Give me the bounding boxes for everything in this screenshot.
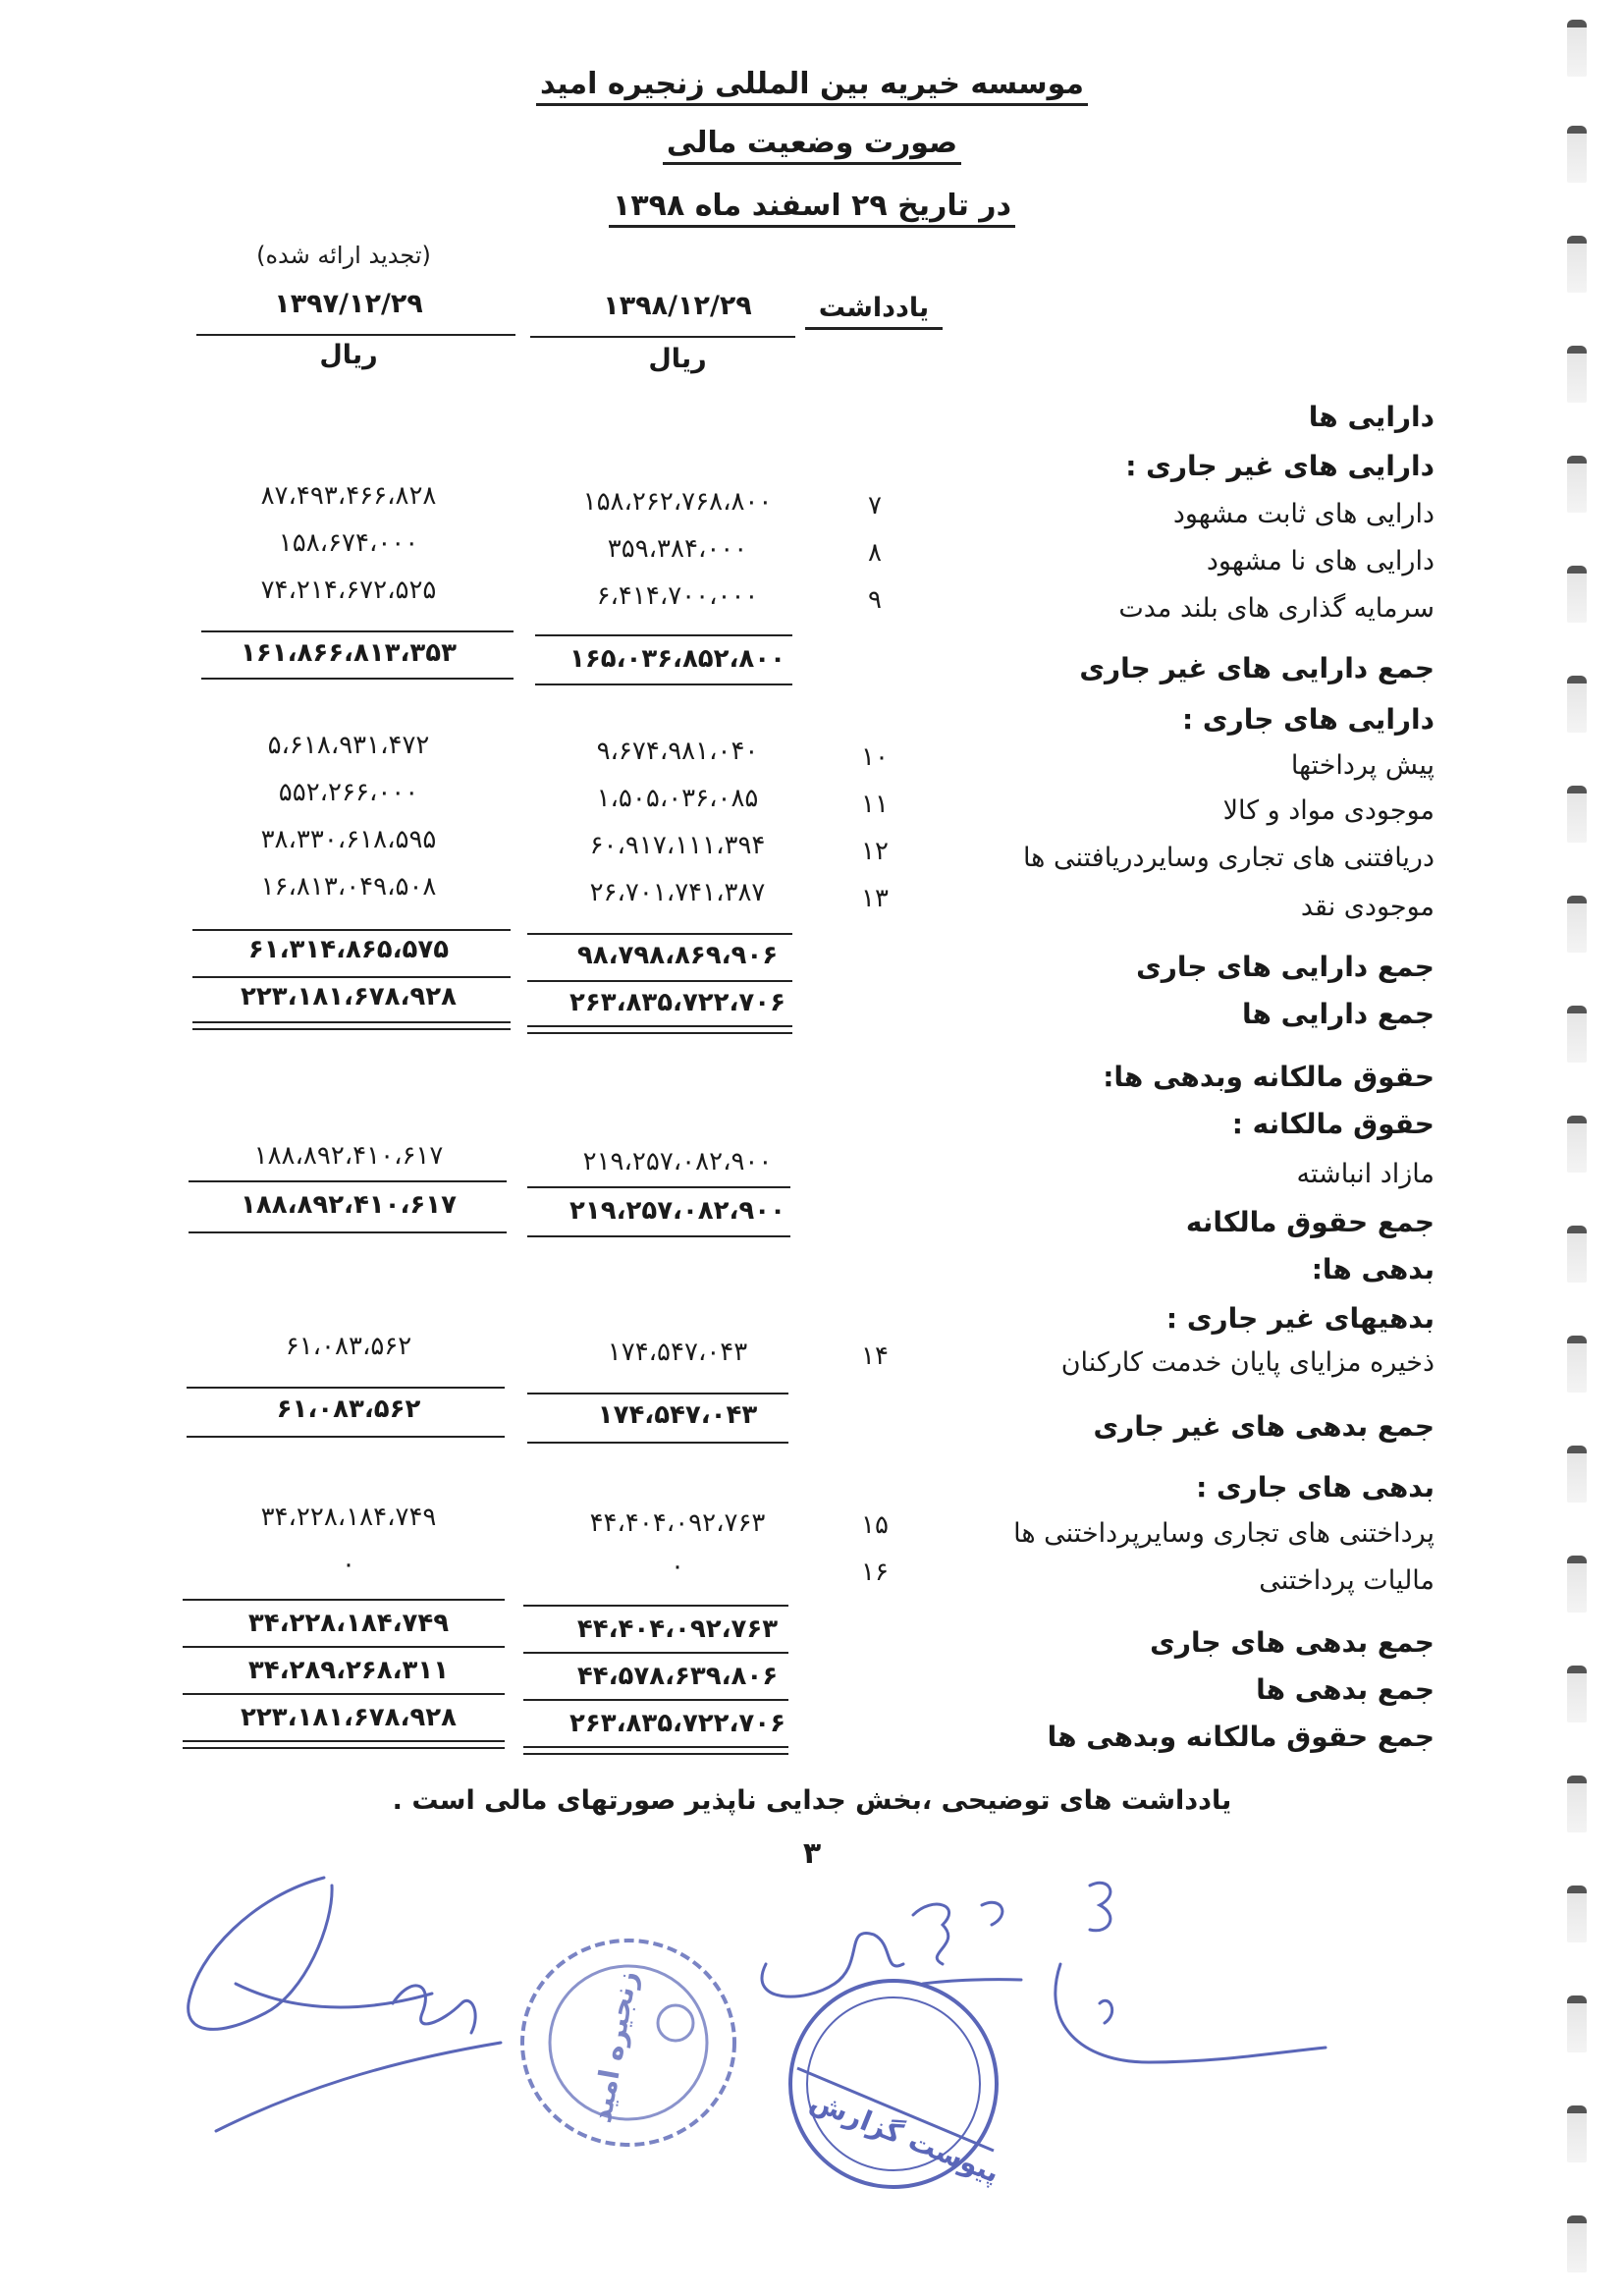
value-prior: ۱۵۸،۶۷۴،۰۰۰ (278, 528, 419, 558)
total-rule (192, 976, 511, 978)
grand-total-rule (183, 1740, 505, 1749)
note-ref: ۱۴ (861, 1341, 889, 1371)
note-ref: ۱۶ (861, 1558, 889, 1587)
row-label-total-equity: جمع حقوق مالکانه (1185, 1206, 1435, 1238)
row-label-tax-payable: مالیات پرداختنی (1259, 1565, 1435, 1596)
total-current: ۲۶۳،۸۳۵،۷۲۲،۷۰۶ (568, 1709, 786, 1738)
subsection-current-assets: دارایی های جاری : (1181, 703, 1435, 736)
note-ref: ۱۲ (861, 837, 889, 866)
section-equity-liabilities: حقوق مالکانه وبدهی ها: (1103, 1061, 1435, 1093)
current-date-header: ۱۳۹۸/۱۲/۲۹ (603, 291, 752, 321)
subsection-liabilities: بدهی ها: (1311, 1253, 1435, 1285)
total-prior: ۲۲۳،۱۸۱،۶۷۸،۹۲۸ (240, 982, 458, 1011)
total-current: ۱۶۵،۰۳۶،۸۵۲،۸۰۰ (568, 644, 786, 674)
signature-right (1021, 1866, 1335, 2092)
prior-restated-note: (تجدید ارائه شده) (256, 242, 431, 269)
value-current: ۲۱۹،۲۵۷،۰۸۲،۹۰۰ (582, 1147, 773, 1176)
prior-date-header: ۱۳۹۷/۱۲/۲۹ (274, 289, 423, 319)
note-ref: ۱۰ (861, 742, 889, 772)
total-current: ۲۱۹،۲۵۷،۰۸۲،۹۰۰ (568, 1196, 786, 1226)
row-label-total-current-liabilities: جمع بدهی های جاری (1150, 1626, 1435, 1659)
row-label-end-of-service-provision: ذخیره مزایای پایان خدمت کارکنان (1060, 1347, 1435, 1378)
value-prior: ۰ (342, 1550, 355, 1579)
total-prior: ۲۲۳،۱۸۱،۶۷۸،۹۲۸ (240, 1703, 458, 1732)
row-label-total-noncurrent-liabilities: جمع بدهی های غیر جاری (1093, 1410, 1435, 1443)
prior-header-rule (196, 334, 515, 336)
left-stamp-text: زنجیره امید (584, 1968, 644, 2126)
value-current: ۰ (671, 1552, 684, 1581)
note-column-header: یادداشت (805, 293, 943, 330)
total-current: ۴۴،۴۰۴،۰۹۲،۷۶۳ (576, 1614, 779, 1644)
total-rule (183, 1646, 505, 1648)
stamp-seal-left-icon (511, 1930, 746, 2156)
total-prior: ۱۶۱،۸۶۶،۸۱۳،۳۵۳ (240, 638, 458, 668)
page-number: ۳ (802, 1836, 822, 1871)
value-current: ۲۶،۷۰۱،۷۴۱،۳۸۷ (589, 878, 766, 907)
row-label-intangible-assets: دارایی های نا مشهود (1206, 546, 1435, 576)
value-prior: ۸۷،۴۹۳،۴۶۶،۸۲۸ (260, 481, 437, 511)
note-ref: ۱۳ (861, 884, 889, 913)
total-rule (183, 1693, 505, 1695)
value-current: ۹،۶۷۴،۹۸۱،۰۴۰ (596, 737, 759, 766)
note-ref: ۹ (868, 585, 882, 615)
total-rule (187, 1436, 505, 1438)
total-rule (201, 678, 514, 680)
subsection-noncurrent-assets: دارایی های غیر جاری : (1125, 450, 1435, 482)
value-prior: ۷۴،۲۱۴،۶۷۲،۵۲۵ (260, 575, 437, 605)
total-rule (201, 630, 514, 632)
note-ref: ۷ (868, 491, 882, 520)
signature-left (177, 1866, 530, 2160)
row-label-accumulated-surplus: مازاد انباشته (1296, 1159, 1435, 1189)
value-current: ۶۰،۹۱۷،۱۱۱،۳۹۴ (589, 831, 766, 860)
value-prior: ۵،۶۱۸،۹۳۱،۴۷۲ (267, 731, 430, 760)
total-rule (535, 634, 792, 636)
total-rule (527, 1235, 790, 1237)
row-label-tangible-assets: دارایی های ثابت مشهود (1172, 499, 1435, 529)
row-label-payables: پرداختنی های تجاری وسایرپرداختنی ها (1013, 1518, 1435, 1549)
total-current: ۱۷۴،۵۴۷،۰۴۳ (597, 1400, 758, 1430)
total-rule (523, 1605, 788, 1607)
total-current: ۴۴،۵۷۸،۶۳۹،۸۰۶ (576, 1662, 779, 1691)
total-prior: ۶۱،۳۱۴،۸۶۵،۵۷۵ (247, 935, 450, 964)
current-unit: ریال (648, 344, 707, 374)
value-prior: ۱۶،۸۱۳،۰۴۹،۵۰۸ (260, 872, 437, 902)
total-current: ۲۶۳،۸۳۵،۷۲۲،۷۰۶ (568, 988, 786, 1017)
subsection-equity: حقوق مالکانه : (1231, 1108, 1435, 1140)
total-rule (527, 980, 792, 982)
total-prior: ۶۱،۰۸۳،۵۶۲ (276, 1394, 421, 1424)
total-rule (527, 1186, 790, 1188)
total-current: ۹۸،۷۹۸،۸۶۹،۹۰۶ (576, 941, 779, 970)
section-assets: دارایی ها (1308, 401, 1435, 433)
stamp-seal-right-icon (776, 1974, 1011, 2200)
note-ref: ۱۱ (861, 790, 889, 819)
row-label-total-liabilities: جمع بدهی ها (1256, 1673, 1435, 1706)
footer-note: یادداشت های توضیحی ،بخش جدایی ناپذیر صورتهای مالی است . (392, 1785, 1232, 1816)
total-prior: ۳۴،۲۸۹،۲۶۸،۳۱۱ (247, 1656, 450, 1685)
grand-total-rule (527, 1025, 792, 1034)
total-prior: ۳۴،۲۲۸،۱۸۴،۷۴۹ (247, 1609, 450, 1638)
current-header-rule (530, 336, 795, 338)
value-prior: ۶۱،۰۸۳،۵۶۲ (285, 1332, 412, 1361)
total-rule (189, 1180, 507, 1182)
total-rule (535, 683, 792, 685)
total-rule (527, 1442, 788, 1444)
note-ref: ۸ (868, 538, 882, 568)
organization-name: موسسه خیریه بین المللی زنجیره امید (0, 67, 1624, 101)
subsection-noncurrent-liabilities: بدهیهای غیر جاری : (1165, 1302, 1435, 1335)
right-stamp-text: پیوست گزارش (805, 2084, 1004, 2190)
prior-unit: ریال (319, 340, 378, 370)
row-label-cash: موجودی نقد (1300, 892, 1435, 922)
row-label-total-assets: جمع دارایی ها (1241, 998, 1435, 1030)
value-prior: ۱۸۸،۸۹۲،۴۱۰،۶۱۷ (253, 1141, 444, 1171)
value-prior: ۳۴،۲۲۸،۱۸۴،۷۴۹ (260, 1503, 437, 1532)
grand-total-rule (523, 1746, 788, 1755)
total-rule (523, 1652, 788, 1654)
value-current: ۱،۵۰۵،۰۳۶،۰۸۵ (596, 784, 759, 813)
value-current: ۴۴،۴۰۴،۰۹۲،۷۶۳ (589, 1508, 766, 1538)
statement-title: صورت وضعیت مالی (0, 126, 1624, 160)
statement-date: در تاریخ ۲۹ اسفند ماه ۱۳۹۸ (0, 189, 1624, 223)
value-current: ۱۵۸،۲۶۲،۷۶۸،۸۰۰ (582, 487, 773, 517)
value-current: ۳۵۹،۳۸۴،۰۰۰ (607, 534, 748, 564)
total-rule (527, 933, 792, 935)
total-rule (189, 1231, 507, 1233)
total-prior: ۱۸۸،۸۹۲،۴۱۰،۶۱۷ (240, 1190, 458, 1220)
row-label-total-equity-and-liabilities: جمع حقوق مالکانه وبدهی ها (1047, 1721, 1435, 1753)
row-label-inventory: موجودی مواد و کالا (1222, 795, 1435, 826)
row-label-total-current-assets: جمع دارایی های جاری (1136, 951, 1435, 983)
row-label-total-noncurrent-assets: جمع دارایی های غیر جاری (1079, 652, 1435, 684)
value-current: ۱۷۴،۵۴۷،۰۴۳ (607, 1338, 748, 1367)
value-prior: ۳۸،۳۳۰،۶۱۸،۵۹۵ (260, 825, 437, 854)
binding-edge (1567, 0, 1589, 2296)
total-rule (523, 1699, 788, 1701)
subsection-current-liabilities: بدهی های جاری : (1196, 1471, 1435, 1503)
row-label-prepayments: پیش پرداختها (1290, 750, 1435, 781)
total-rule (192, 929, 511, 931)
total-rule (187, 1387, 505, 1389)
total-rule (183, 1599, 505, 1601)
value-prior: ۵۵۲،۲۶۶،۰۰۰ (278, 778, 419, 807)
value-current: ۶،۴۱۴،۷۰۰،۰۰۰ (596, 581, 759, 611)
total-rule (527, 1393, 788, 1394)
row-label-long-term-investments: سرمایه گذاری های بلند مدت (1118, 593, 1435, 624)
grand-total-rule (192, 1021, 511, 1030)
note-ref: ۱۵ (861, 1510, 889, 1540)
row-label-receivables: دریافتنی های تجاری وسایردریافتنی ها (1022, 843, 1435, 873)
